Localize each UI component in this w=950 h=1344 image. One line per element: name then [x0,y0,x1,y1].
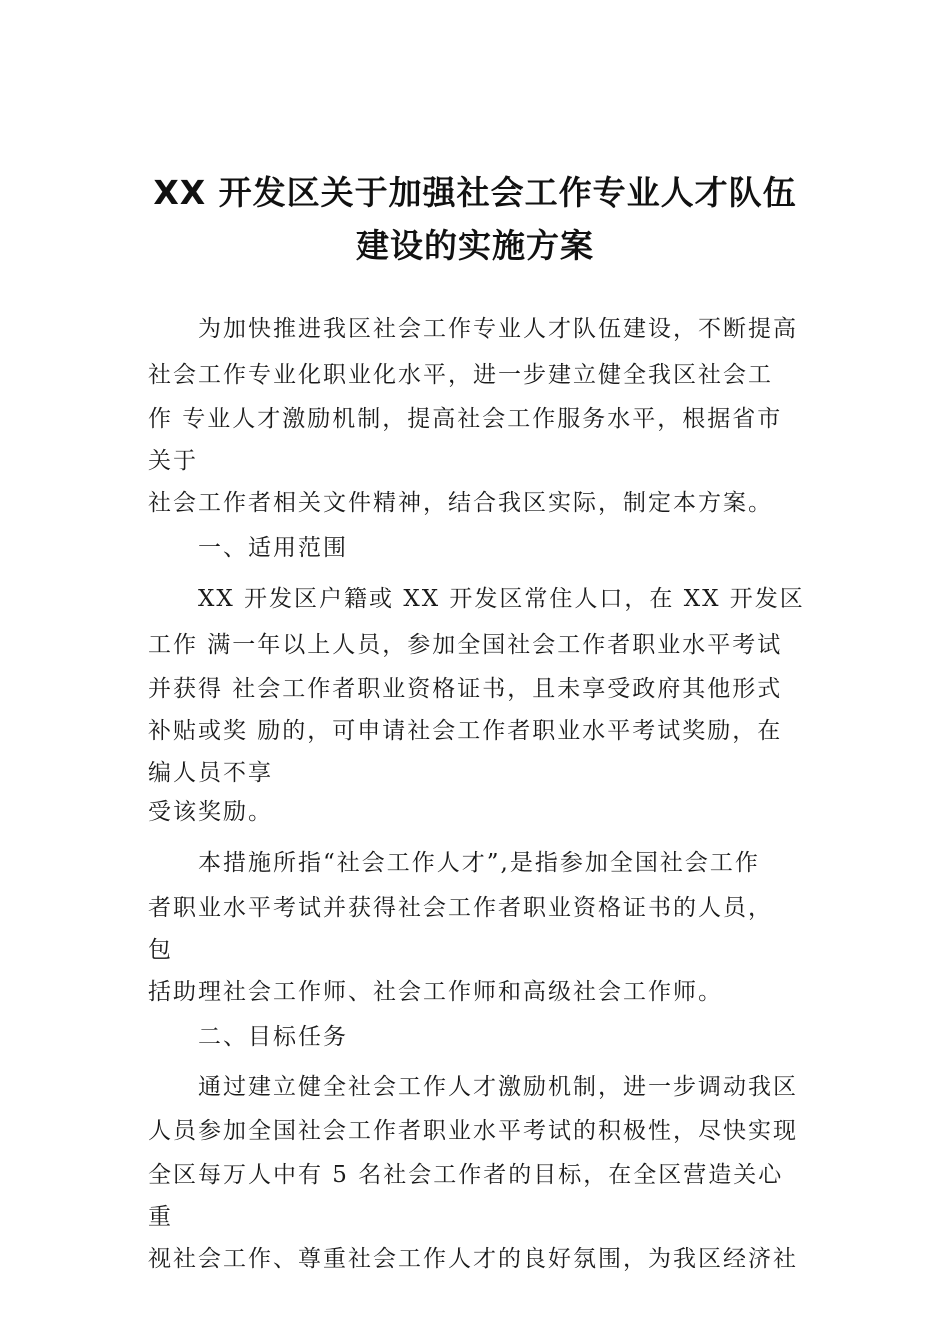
paragraph-line: 受该奖励。 [148,799,273,825]
paragraph-line: XX 开发区户籍或 XX 开发区常住人口，在 XX 开发区 [198,586,805,612]
paragraph-line: 社会工作专业化职业化水平，进一步建立健全我区社会工 [148,362,773,388]
paragraph-line: 括助理社会工作师、社会工作师和高级社会工作师。 [148,979,723,1005]
paragraph-line: 全区每万人中有 5 名社会工作者的目标，在全区营造关心 [148,1162,784,1188]
paragraph-line: 本措施所指“社会工作人才”,是指参加全国社会工作 [198,850,760,876]
paragraph-line: 通过建立健全社会工作人才激励机制，进一步调动我区 [198,1074,798,1100]
paragraph-line: 者职业水平考试并获得社会工作者职业资格证书的人员， [148,895,773,921]
paragraph-line: 作 专业人才激励机制，提高社会工作服务水平，根据省市 [148,406,783,432]
paragraph-line: 工作 满一年以上人员，参加全国社会工作者职业水平考试 [148,632,783,658]
paragraph-line: 关于 [148,448,198,474]
document-title-line-2: 建设的实施方案 [356,226,594,265]
paragraph-line: 视社会工作、尊重社会工作人才的良好氛围，为我区经济社 [148,1246,798,1272]
paragraph-line: 补贴或奖 励的，可申请社会工作者职业水平考试奖励，在 [148,718,783,744]
paragraph-line: 并获得 社会工作者职业资格证书，且未享受政府其他形式 [148,676,783,702]
paragraph-line: 编人员不享 [148,760,273,786]
paragraph-line: 包 [148,937,173,963]
paragraph-line: 人员参加全国社会工作者职业水平考试的积极性，尽快实现 [148,1118,798,1144]
section-heading: 二、目标任务 [198,1024,348,1050]
document-title-line-1: XX 开发区关于加强社会工作专业人才队伍 [153,173,797,212]
paragraph-line: 社会工作者相关文件精神，结合我区实际，制定本方案。 [148,490,773,516]
paragraph-line: 为加快推进我区社会工作专业人才队伍建设，不断提高 [198,316,798,342]
paragraph-line: 重 [148,1204,173,1230]
section-heading: 一、适用范围 [198,535,348,561]
